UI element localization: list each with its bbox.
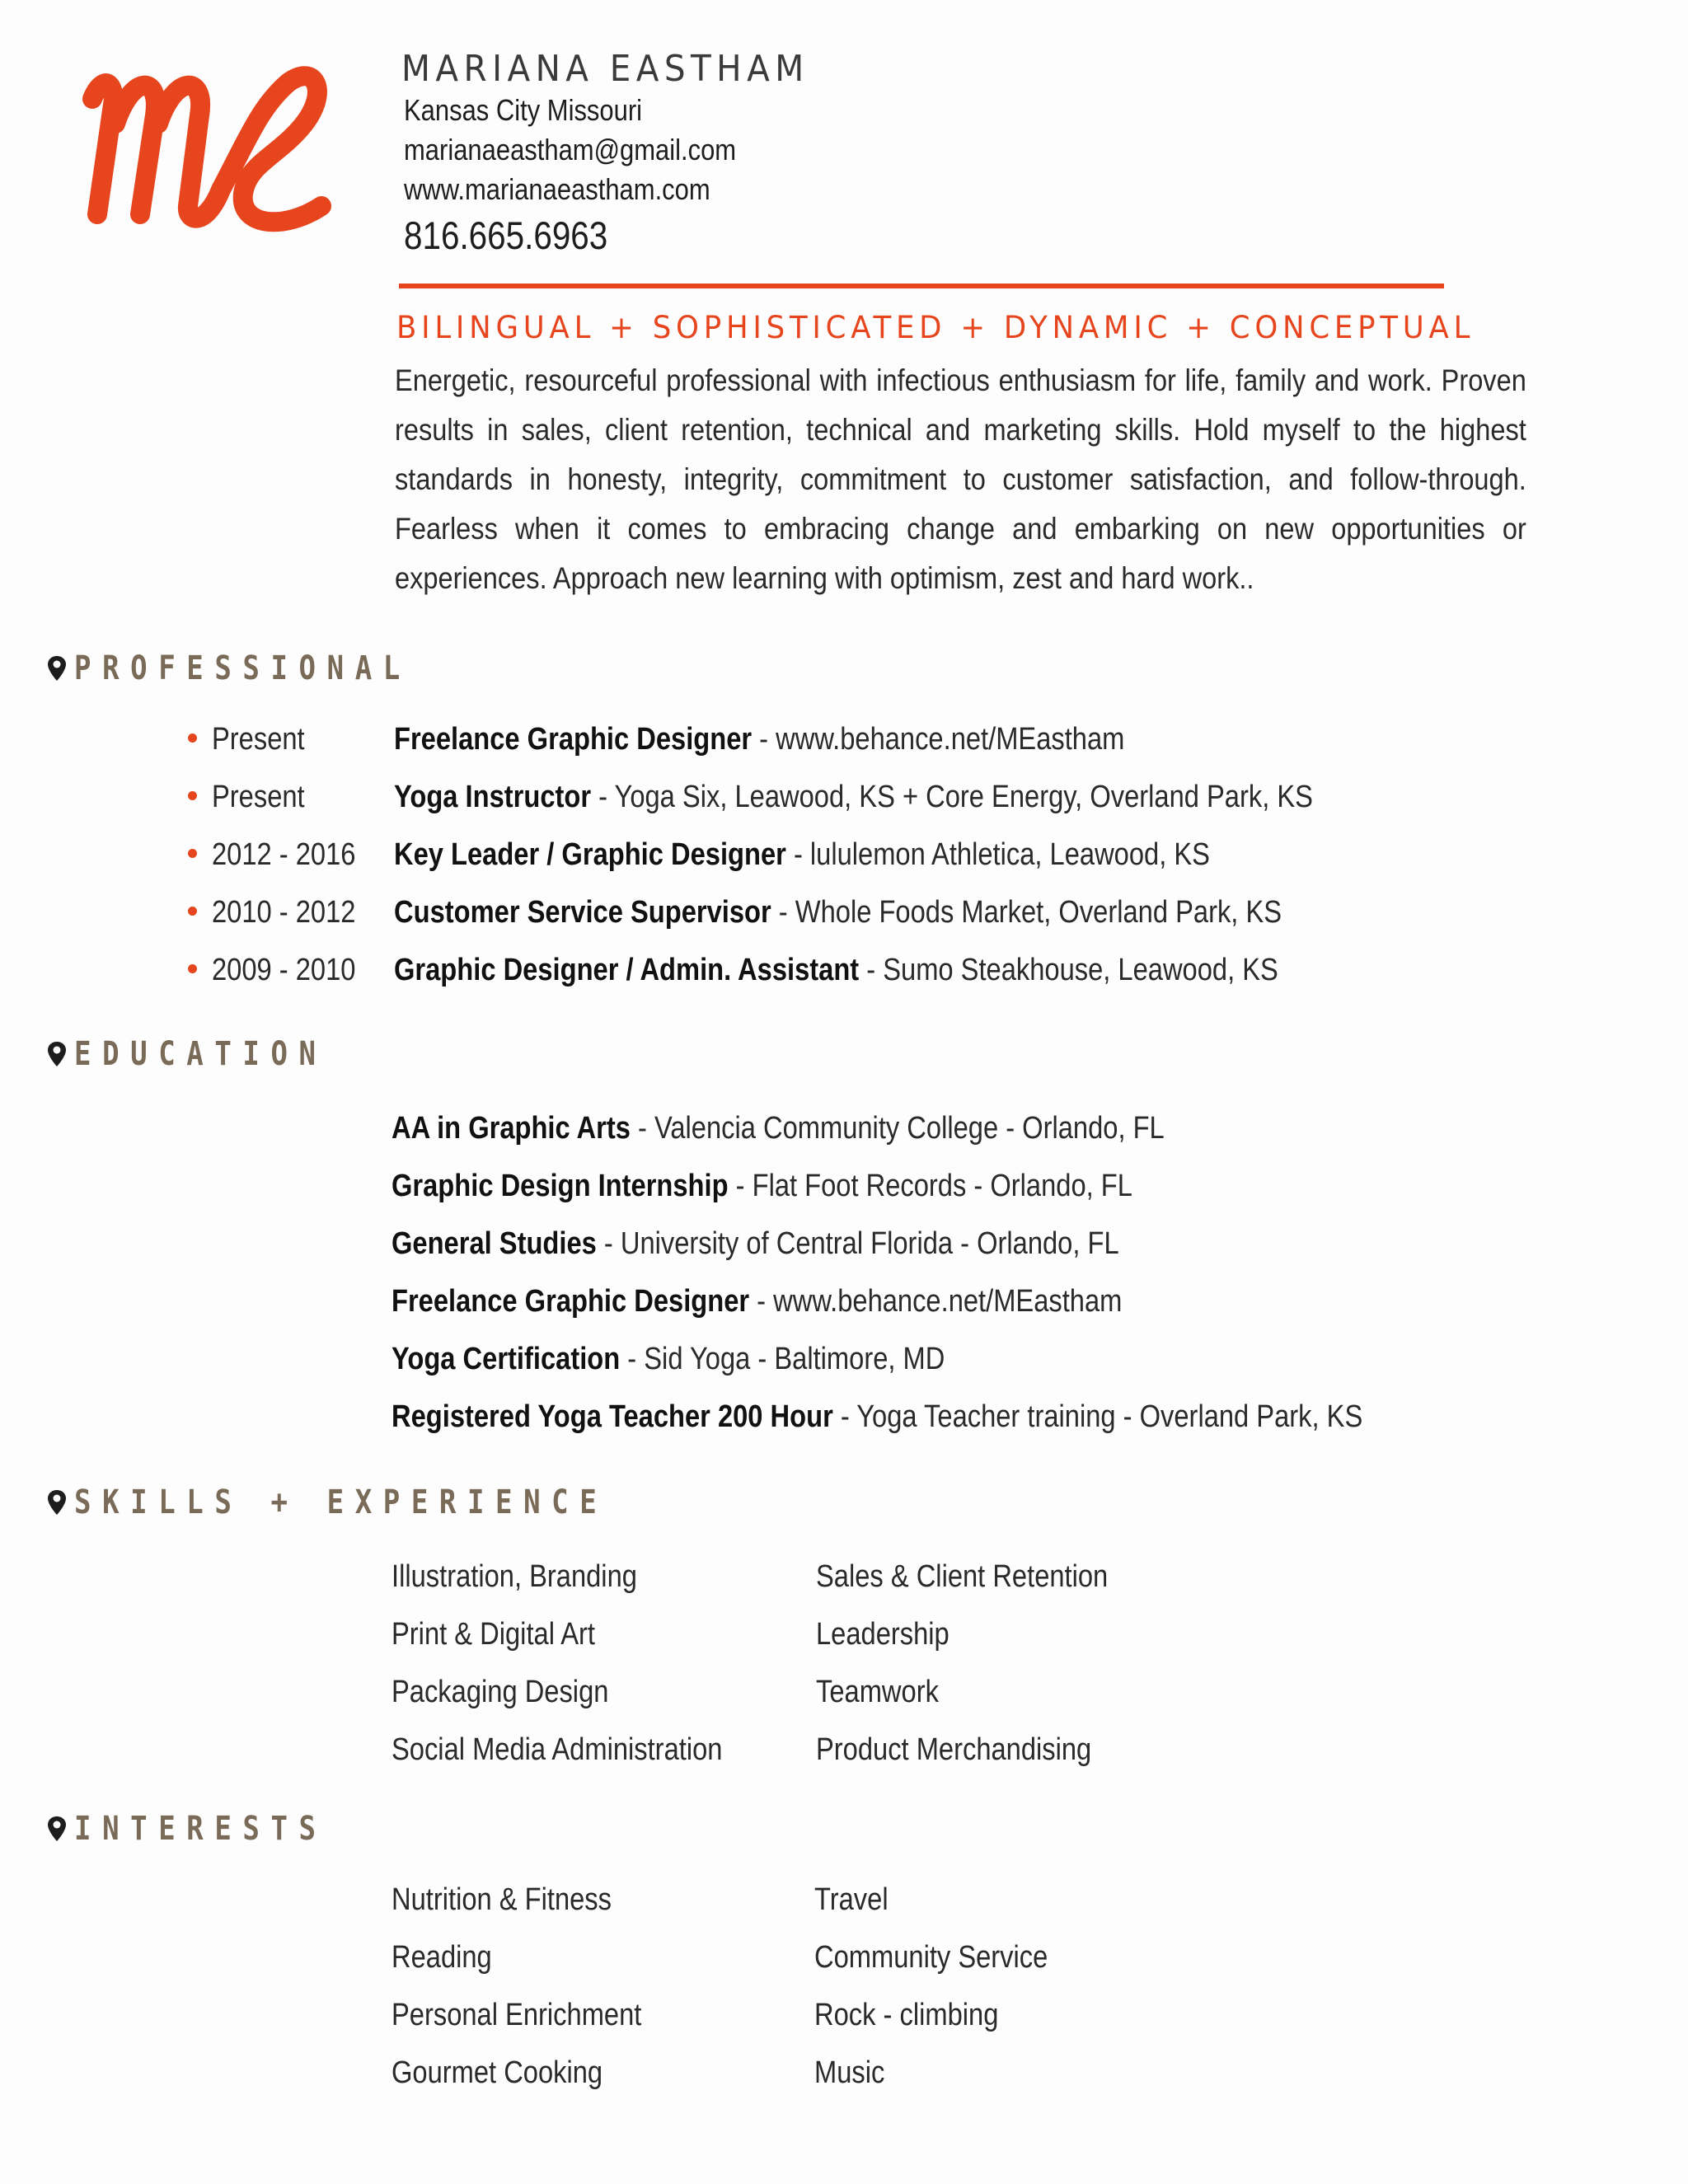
job-description bbox=[394, 722, 1124, 757]
job-detail: - Yoga Six, Leawood, KS + Core Energy, Overland Park, KS bbox=[591, 780, 1313, 814]
section-heading-education bbox=[46, 1033, 372, 1075]
education-name: AA in Graphic Arts bbox=[392, 1111, 631, 1146]
section-title: EDUCATION bbox=[74, 1035, 327, 1073]
skill-item: Packaging Design bbox=[392, 1675, 609, 1709]
phone-text: 816.665.6963 bbox=[404, 213, 608, 257]
job-date: Present bbox=[212, 780, 305, 814]
skill-item: Print & Digital Art bbox=[392, 1617, 596, 1652]
education-name: Registered Yoga Teacher 200 Hour bbox=[392, 1399, 833, 1434]
interest-item: Music bbox=[814, 2055, 885, 2090]
job-date: 2009 - 2010 bbox=[212, 953, 356, 987]
location-pin-icon bbox=[46, 1815, 68, 1843]
education-name: Graphic Design Internship bbox=[392, 1169, 729, 1203]
tagline: BILINGUAL + SOPHISTICATED + DYNAMIC + CONCEPTUAL bbox=[396, 310, 1475, 345]
bullet-dot bbox=[188, 907, 197, 916]
job-detail: - www.behance.net/MEastham bbox=[752, 722, 1125, 757]
job-description bbox=[394, 953, 1278, 988]
interest-item: Gourmet Cooking bbox=[392, 2055, 603, 2090]
education-name: General Studies bbox=[392, 1226, 597, 1261]
education-name: Yoga Certification bbox=[392, 1342, 621, 1376]
website-text: www.marianaeastham.com bbox=[404, 172, 710, 206]
bullet-dot bbox=[188, 733, 197, 743]
candidate-name: MARIANA EASTHAM bbox=[401, 48, 809, 90]
location-text: Kansas City Missouri bbox=[404, 93, 643, 127]
education-row bbox=[392, 1284, 1122, 1319]
job-role: Yoga Instructor bbox=[394, 780, 592, 814]
job-row bbox=[188, 837, 1672, 879]
interest-item: Personal Enrichment bbox=[392, 1998, 642, 2032]
job-date: Present bbox=[212, 722, 305, 757]
education-detail: - Flat Foot Records - Orlando, FL bbox=[728, 1169, 1132, 1203]
job-date: 2010 - 2012 bbox=[212, 895, 356, 930]
section-title: PROFESSIONAL bbox=[74, 649, 411, 687]
education-row bbox=[392, 1226, 1119, 1262]
job-role: Key Leader / Graphic Designer bbox=[394, 837, 786, 872]
job-description bbox=[394, 895, 1282, 930]
job-detail: - Whole Foods Market, Overland Park, KS bbox=[771, 895, 1282, 930]
interest-item: Reading bbox=[392, 1940, 492, 1975]
header-divider bbox=[399, 284, 1444, 288]
education-row bbox=[392, 1111, 1165, 1146]
education-detail: - University of Central Florida - Orlando, FL bbox=[596, 1226, 1119, 1261]
education-row bbox=[392, 1169, 1132, 1204]
education-detail: - Valencia Community College - Orlando, FL bbox=[630, 1111, 1165, 1146]
skill-item: Social Media Administration bbox=[392, 1732, 723, 1767]
job-row bbox=[188, 722, 1672, 763]
interest-item: Travel bbox=[814, 1882, 889, 1917]
section-title: SKILLS + EXPERIENCE bbox=[74, 1483, 608, 1521]
job-description bbox=[394, 837, 1210, 873]
education-detail: - Sid Yoga - Baltimore, MD bbox=[620, 1342, 945, 1376]
location-pin-icon bbox=[46, 1488, 68, 1516]
skill-item: Sales & Client Retention bbox=[816, 1559, 1109, 1594]
job-detail: - lululemon Athletica, Leawood, KS bbox=[785, 837, 1210, 872]
section-heading-professional bbox=[46, 648, 471, 689]
me-monogram-logo bbox=[82, 49, 371, 247]
skill-item: Illustration, Branding bbox=[392, 1559, 637, 1594]
skill-item: Leadership bbox=[816, 1617, 950, 1652]
job-description bbox=[394, 780, 1313, 815]
skill-item: Teamwork bbox=[816, 1675, 939, 1709]
education-name: Freelance Graphic Designer bbox=[392, 1284, 750, 1319]
location-pin-icon bbox=[46, 1040, 68, 1068]
job-detail: - Sumo Steakhouse, Leawood, KS bbox=[859, 953, 1278, 987]
summary-paragraph: Energetic, resourceful professional with infectious enthusiasm for life, family and work. Proven results in sales, client retention, technical and marketing skills. Hold myself to the highest standards in honesty, integrity, commitment to customer satisfaction, and follow-through. Fearless when it comes to embracing change and embarking on new opportunities or experiences. Approach new learning with optimism, zest and hard work.. bbox=[395, 363, 1526, 595]
job-role: Graphic Designer / Admin. Assistant bbox=[394, 953, 860, 987]
bullet-dot bbox=[188, 791, 197, 800]
education-detail: - Yoga Teacher training - Overland Park, KS bbox=[832, 1399, 1363, 1434]
education-detail: - www.behance.net/MEastham bbox=[749, 1284, 1123, 1319]
location-pin-icon bbox=[46, 654, 68, 682]
job-role: Freelance Graphic Designer bbox=[394, 722, 753, 757]
bullet-dot bbox=[188, 964, 197, 973]
email-text: marianaeastham@gmail.com bbox=[404, 133, 737, 166]
interest-item: Rock - climbing bbox=[814, 1998, 999, 2032]
section-title: INTERESTS bbox=[74, 1810, 327, 1848]
job-row bbox=[188, 953, 1672, 994]
interest-item: Community Service bbox=[814, 1940, 1048, 1975]
section-heading-interests bbox=[46, 1808, 372, 1849]
bullet-dot bbox=[188, 849, 197, 858]
section-heading-skills bbox=[46, 1482, 702, 1523]
skill-item: Product Merchandising bbox=[816, 1732, 1092, 1767]
job-role: Customer Service Supervisor bbox=[394, 895, 771, 930]
job-row bbox=[188, 895, 1672, 936]
interest-item: Nutrition & Fitness bbox=[392, 1882, 612, 1917]
education-row bbox=[392, 1399, 1362, 1435]
education-row bbox=[392, 1342, 945, 1377]
job-row bbox=[188, 780, 1672, 821]
job-date: 2012 - 2016 bbox=[212, 837, 356, 872]
